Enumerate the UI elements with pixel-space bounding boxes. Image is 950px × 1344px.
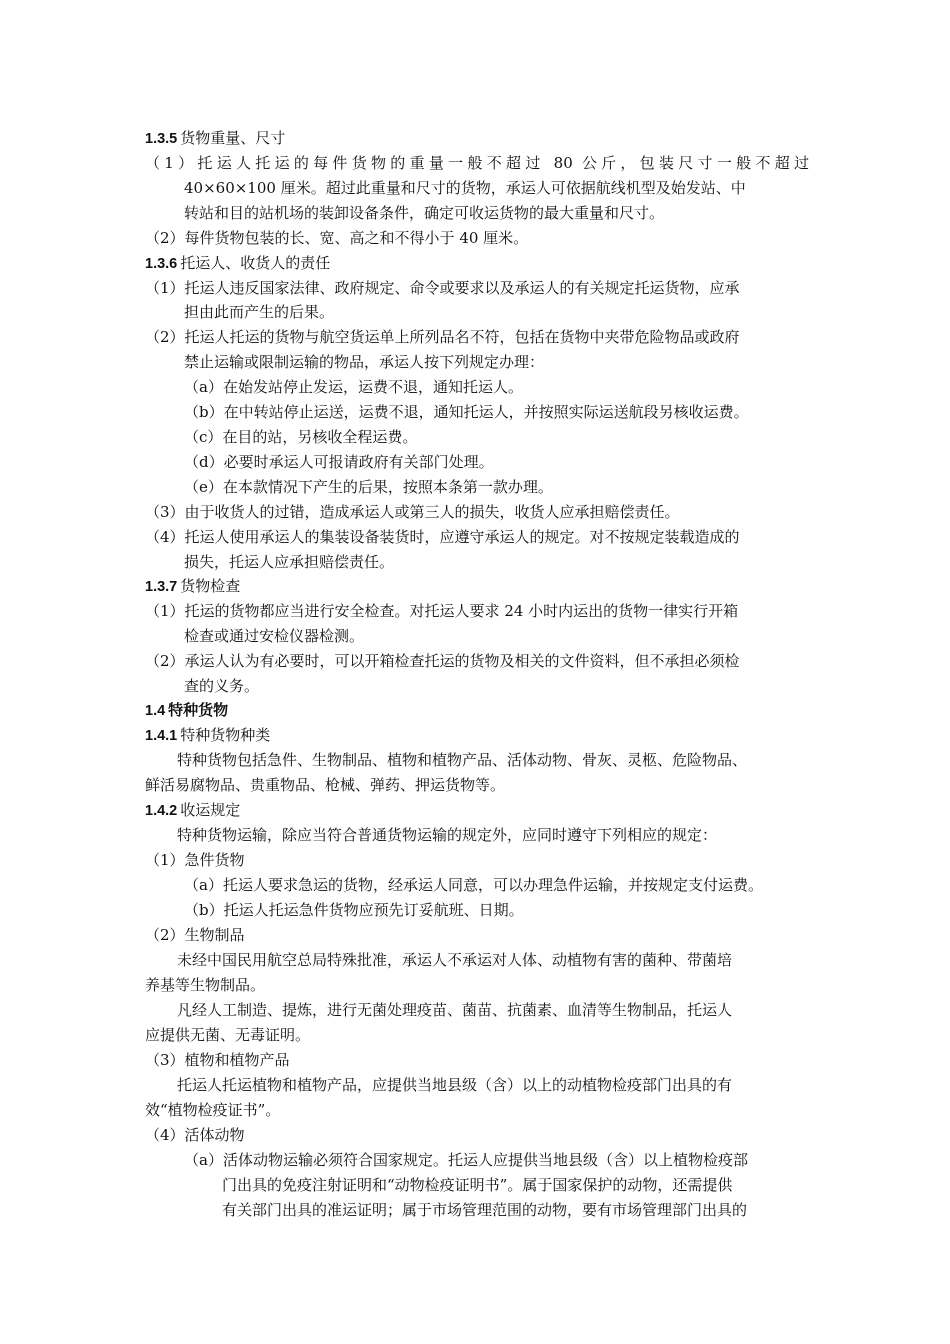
paragraph-line: 鲜活易腐物品、贵重物品、枪械、弹药、押运货物等。 [145, 776, 506, 794]
list-item: （a）托运人要求急运的货物，经承运人同意，可以办理急件运输，并按规定支付运费。 [184, 876, 763, 894]
paragraph-line: 凡经人工制造、提炼，进行无菌处理疫苗、菌苗、抗菌素、血清等生物制品，托运人 [177, 1001, 733, 1019]
paragraph-line: （2）每件货物包装的长、宽、高之和不得小于 40 厘米。 [145, 229, 529, 247]
paragraph-line: 应提供无菌、无毒证明。 [145, 1026, 311, 1044]
paragraph-line: 托运人托运植物和植物产品，应提供当地县级（含）以上的动植物检疫部门出具的有 [177, 1076, 733, 1094]
heading-title: 托运人、收货人的责任 [180, 254, 331, 272]
list-item: （c）在目的站，另核收全程运费。 [184, 428, 418, 446]
heading-title: 货物重量、尺寸 [180, 129, 286, 147]
heading-1-4-1 [145, 725, 270, 745]
heading-number: 1.3.5 [145, 131, 178, 147]
list-item: （d）必要时承运人可报请政府有关部门处理。 [184, 453, 494, 471]
paragraph-line: （4）托运人使用承运人的集装设备装货时，应遵守承运人的规定。对不按规定装载造成的 [145, 528, 740, 546]
paragraph-line: 门出具的免疫注射证明和“动物检疫证明书”。属于国家保护的动物，还需提供 [222, 1176, 733, 1194]
paragraph-line: 效“植物检疫证书”。 [145, 1101, 281, 1119]
heading-number: 1.4 [145, 703, 166, 719]
list-item: （a）活体动物运输必须符合国家规定。托运人应提供当地县级（含）以上植物检疫部 [184, 1151, 748, 1169]
heading-title: 特种货物 [168, 702, 229, 719]
paragraph-line: （3）由于收货人的过错，造成承运人或第三人的损失，收货人应承担赔偿责任。 [145, 503, 680, 521]
paragraph-line: 查的义务。 [184, 677, 260, 695]
paragraph-line: 转站和目的站机场的装卸设备条件，确定可收运货物的最大重量和尺寸。 [184, 204, 665, 222]
paragraph-line: 特种货物运输，除应当符合普通货物运输的规定外，应同时遵守下列相应的规定： [177, 826, 718, 844]
subheading: （1）急件货物 [145, 851, 245, 869]
heading-number: 1.3.7 [145, 579, 178, 595]
list-item: （a）在始发站停止发运，运费不退，通知托运人。 [184, 378, 523, 396]
heading-1-4 [145, 701, 228, 721]
paragraph-line: 担由此而产生的后果。 [184, 303, 335, 321]
paragraph-line: 禁止运输或限制运输的物品，承运人按下列规定办理： [184, 353, 545, 371]
heading-number: 1.3.6 [145, 256, 178, 272]
paragraph-line: （1）托运人托运的每件货物的重量一般不超过 80 公斤，包装尺寸一般不超过 [145, 154, 809, 172]
heading-title: 收运规定 [180, 801, 241, 819]
paragraph-line: 检查或通过安检仪器检测。 [184, 627, 365, 645]
heading-title: 特种货物种类 [180, 726, 271, 744]
subheading: （3）植物和植物产品 [145, 1051, 290, 1069]
paragraph-line: （2）承运人认为有必要时，可以开箱检查托运的货物及相关的文件资料，但不承担必须检 [145, 652, 740, 670]
list-item: （b）在中转站停止运送，运费不退，通知托运人，并按照实际运送航段另核收运费。 [184, 403, 749, 421]
paragraph-line: 特种货物包括急件、生物制品、植物和植物产品、活体动物、骨灰、灵柩、危险物品、 [177, 751, 748, 769]
heading-number: 1.4.1 [145, 728, 178, 744]
paragraph-line: （1）托运人违反国家法律、政府规定、命令或要求以及承运人的有关规定托运货物，应承 [145, 279, 740, 297]
subheading: （4）活体动物 [145, 1126, 245, 1144]
heading-1-3-6 [145, 253, 330, 273]
list-item: （e）在本款情况下产生的后果，按照本条第一款办理。 [184, 478, 553, 496]
heading-1-3-7 [145, 576, 240, 596]
paragraph-line: 有关部门出具的准运证明；属于市场管理范围的动物，要有市场管理部门出具的 [222, 1201, 748, 1219]
paragraph-line: （1）托运的货物都应当进行安全检查。对托运人要求 24 小时内运出的货物一律实行开箱 [145, 602, 739, 620]
subheading: （2）生物制品 [145, 926, 245, 944]
paragraph-line: 未经中国民用航空总局特殊批准，承运人不承运对人体、动植物有害的菌种、带菌培 [177, 951, 733, 969]
heading-1-3-5 [145, 128, 285, 148]
paragraph-line: 损失，托运人应承担赔偿责任。 [184, 553, 395, 571]
heading-1-4-2 [145, 800, 240, 820]
heading-title: 货物检查 [180, 577, 241, 595]
list-item: （b）托运人托运急件货物应预先订妥航班、日期。 [184, 901, 524, 919]
paragraph-line: （2）托运人托运的货物与航空货运单上所列品名不符，包括在货物中夹带危险物品或政府 [145, 328, 740, 346]
paragraph-line: 40×60×100 厘米。超过此重量和尺寸的货物，承运人可依据航线机型及始发站、中 [184, 179, 746, 197]
heading-number: 1.4.2 [145, 803, 178, 819]
paragraph-line: 养基等生物制品。 [145, 976, 266, 994]
